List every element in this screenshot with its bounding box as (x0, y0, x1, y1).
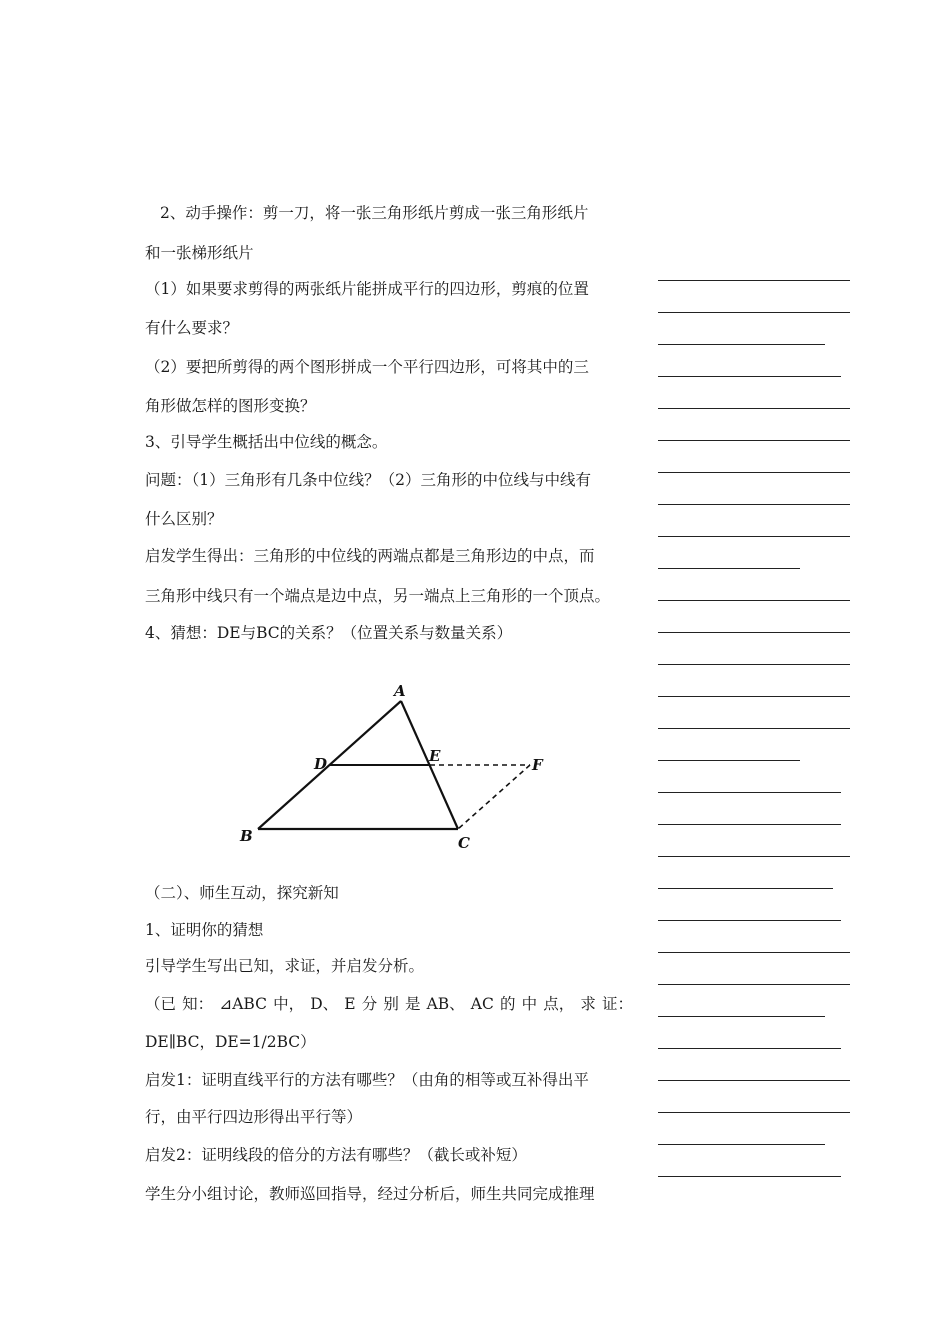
text-line-2: 和一张梯形纸片 (145, 244, 254, 262)
text-line-19: 行，由平行四边形得出平行等） (145, 1108, 363, 1126)
answer-line (658, 1080, 850, 1081)
answer-line (658, 1144, 825, 1145)
answer-line (658, 408, 850, 409)
text-line-6: 角形做怎样的图形变换？ (145, 397, 316, 415)
text-line-15: 引导学生写出已知，求证，并启发分析。 (145, 957, 425, 975)
text-line-4: 有什么要求？ (145, 319, 239, 337)
text-token: AB、 (426, 995, 465, 1013)
segment-fc-dashed (458, 765, 530, 829)
label-b: B (240, 827, 253, 845)
answer-line (658, 1048, 841, 1049)
text-token: 是 (404, 995, 421, 1013)
text-token: ⊿ABC (219, 995, 267, 1013)
answer-line (658, 888, 833, 889)
answer-line (658, 312, 850, 313)
text-line-7: 3、引导学生概括出中位线的概念。 (145, 433, 388, 451)
triangle-midline-figure (230, 676, 560, 856)
text-token: 分 (361, 995, 378, 1013)
text-token: 求 (580, 995, 596, 1013)
text-line-21: 学生分小组讨论，教师巡回指导，经过分析后，师生共同完成推理 (145, 1185, 595, 1203)
text-line-5: （2）要把所剪得的两个图形拼成一个平行四边形，可将其中的三 (145, 358, 589, 376)
label-f: F (532, 756, 543, 774)
answer-line (658, 984, 850, 985)
text-line-10: 启发学生得出：三角形的中位线的两端点都是三角形边的中点，而 (145, 547, 595, 565)
text-token: 中 (521, 995, 538, 1013)
text-line-12: 4、猜想：DE与BC的关系？（位置关系与数量关系） (145, 624, 513, 642)
answer-line (658, 1016, 825, 1017)
text-token: 知： (182, 995, 214, 1013)
text-token: （已 (145, 995, 177, 1013)
answer-line (658, 696, 850, 697)
text-line-8: 问题：（1）三角形有几条中位线？（2）三角形的中位线与中线有 (145, 471, 591, 489)
text-line-18: 启发1：证明直线平行的方法有哪些？（由角的相等或互补得出平 (145, 1071, 589, 1089)
answer-line (658, 664, 850, 665)
answer-line (658, 280, 850, 281)
text-token: D、 (310, 995, 339, 1013)
text-token: 别 (383, 995, 399, 1013)
label-a: A (394, 682, 406, 700)
answer-line (658, 600, 850, 601)
label-e: E (429, 747, 441, 765)
answer-line (658, 792, 841, 793)
answer-line (658, 856, 850, 857)
answer-line (658, 568, 800, 569)
answer-line (658, 760, 800, 761)
answer-line (658, 1112, 850, 1113)
text-line-14: 1、证明你的猜想 (145, 921, 264, 939)
answer-line (658, 440, 850, 441)
text-line-3: （1）如果要求剪得的两张纸片能拼成平行的四边形，剪痕的位置 (145, 280, 589, 298)
text-line-20: 启发2：证明线段的倍分的方法有哪些？（截长或补短） (145, 1146, 527, 1164)
answer-line (658, 472, 850, 473)
label-d: D (314, 755, 328, 773)
text-line-13: （二）、师生互动，探究新知 (145, 884, 339, 902)
answer-line (658, 376, 841, 377)
text-token: 中， (273, 995, 305, 1013)
answer-line (658, 504, 850, 505)
answer-line (658, 824, 841, 825)
label-c: C (458, 834, 470, 852)
answer-line (658, 1176, 841, 1177)
answer-line (658, 920, 841, 921)
text-line-1: 2、动手操作：剪一刀，将一张三角形纸片剪成一张三角形纸片 (160, 204, 589, 222)
answer-line (658, 536, 850, 537)
answer-line (658, 728, 850, 729)
text-token: 的 (499, 995, 516, 1013)
text-token: E (344, 995, 356, 1013)
text-token: AC (470, 995, 494, 1013)
text-token: 点， (543, 995, 575, 1013)
text-line-11: 三角形中线只有一个端点是边中点，另一端点上三角形的一个顶点。 (145, 587, 611, 605)
text-line-9: 什么区别？ (145, 510, 223, 528)
answer-line (658, 344, 825, 345)
answer-line (658, 632, 850, 633)
text-line-16 (145, 994, 633, 1014)
text-line-17: DE∥BC，DE=1/2BC） (145, 1033, 316, 1051)
text-token: 证： (601, 995, 633, 1013)
answer-line (658, 952, 850, 953)
